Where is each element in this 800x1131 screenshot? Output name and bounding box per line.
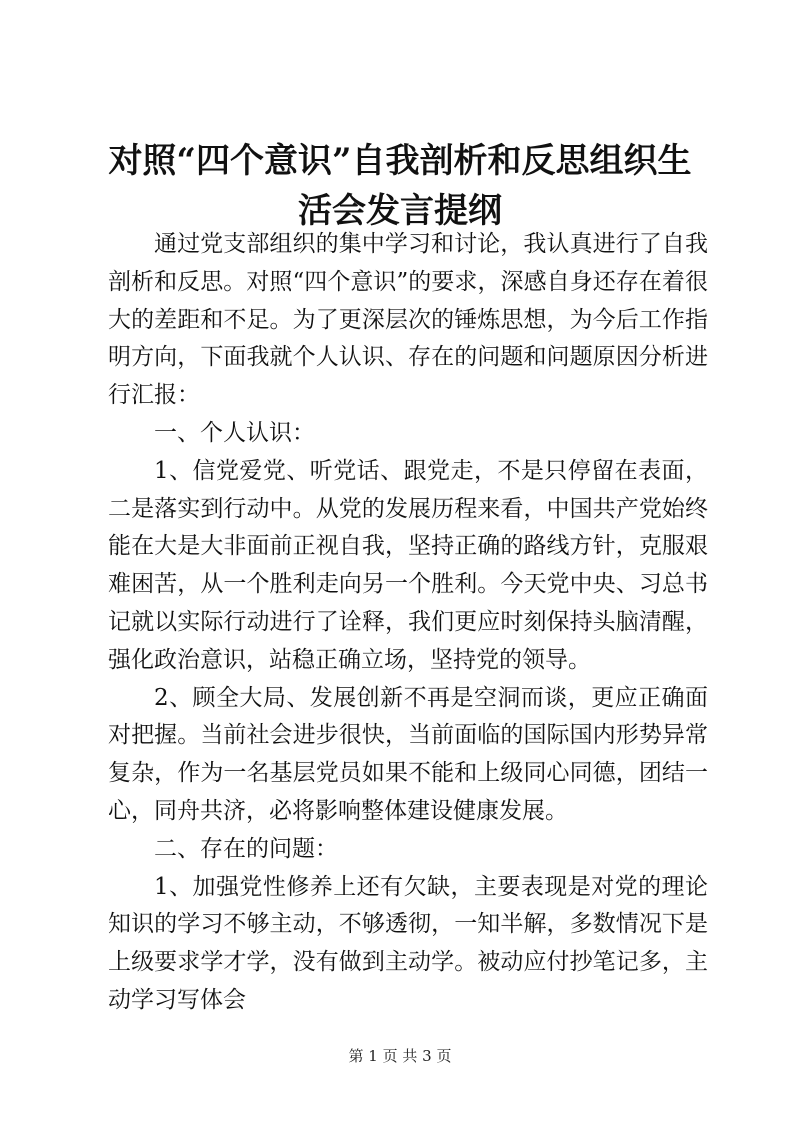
section-heading-personal-understanding: 一、个人认识： — [154, 419, 315, 446]
document-body — [108, 226, 708, 1020]
paragraph-point-1: 1、信党爱党、听党话、跟党走，不是只停留在表面，二是落实到行动中。从党的发展历程来看，中国共产党始终能在大是大非面前正视自我，坚持正确的路线方针，克服艰难困苦，从一个胜利走向另一个胜利。今天党中央、习总书记就以实际行动进行了诠释，我们更应时刻保持头脑清醒，强化政治意识，站稳正确立场，坚持党的领导。 — [108, 457, 708, 673]
page-number-footer: 第 1 页 共 3 页 — [348, 1047, 452, 1065]
paragraph-point-2: 2、顾全大局、发展创新不再是空洞而谈，更应正确面对把握。当前社会进步很快，当前面临的国际国内形势异常复杂，作为一名基层党员如果不能和上级同心同德，团结一心，同舟共济，必将影响整体建设健康发展。 — [108, 684, 708, 824]
section-heading-existing-problems: 二、存在的问题： — [154, 835, 338, 862]
document-title: 对照“四个意识”自我剖析和反思组织生活会发言提纲 — [108, 141, 692, 231]
paragraph-problem-1: 1、加强党性修养上还有欠缺，主要表现是对党的理论知识的学习不够主动，不够透彻，一知半解，多数情况下是上级要求学才学，没有做到主动学。被动应付抄笔记多，主动学习写体会 — [108, 873, 708, 1013]
paragraph-intro: 通过党支部组织的集中学习和讨论，我认真进行了自我剖析和反思。对照“四个意识”的要求，深感自身还存在着很大的差距和不足。为了更深层次的锤炼思想，为今后工作指明方向，下面我就个人认识、存在的问题和问题原因分析进行汇报： — [108, 231, 708, 409]
